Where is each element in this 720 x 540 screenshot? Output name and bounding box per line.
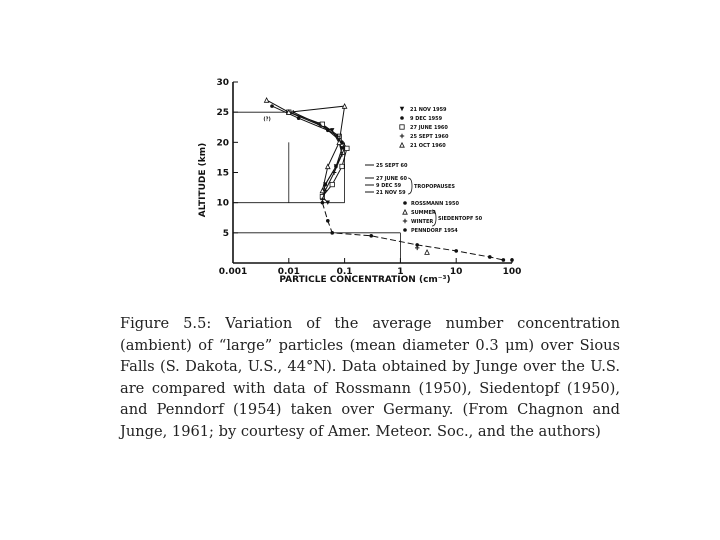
annotation-label: (?) — [263, 116, 271, 123]
legend-label: 9 DEC 59 — [376, 183, 402, 189]
series-line — [289, 112, 347, 196]
legend-label: 21 NOV 59 — [376, 190, 406, 196]
series — [291, 110, 344, 202]
legend-label: SUMMER — [411, 210, 436, 216]
y-tick-label: 25 — [216, 108, 229, 119]
legend-label: ROSSMANN 1950 — [411, 201, 459, 207]
data-point — [369, 234, 373, 238]
legend-label: 21 OCT 1960 — [410, 143, 446, 149]
data-point — [340, 164, 344, 168]
x-tick-label: 100 — [502, 267, 522, 277]
y-tick-label: 30 — [216, 78, 229, 88]
legend-label: 27 JUNE 60 — [376, 176, 407, 182]
legend-label: SIEDENTOPF 50 — [438, 216, 483, 222]
legend-label: WINTER — [411, 219, 434, 225]
legend — [365, 107, 483, 234]
legend-marker — [403, 219, 407, 223]
legend-marker — [400, 143, 404, 147]
series-line — [267, 100, 345, 191]
data-point — [425, 250, 429, 254]
series — [287, 110, 345, 205]
legend-marker — [400, 107, 404, 111]
legend-marker — [400, 116, 404, 120]
data-point — [345, 146, 349, 150]
data-point — [510, 258, 514, 262]
legend-marker — [400, 134, 404, 138]
legend-label: 25 SEPT 60 — [376, 163, 408, 169]
legend-label: 27 JUNE 1960 — [410, 125, 448, 131]
y-axis-label: ALTITUDE (km) — [198, 142, 208, 218]
data-point — [321, 201, 325, 205]
legend-bracket — [408, 178, 412, 194]
y-tick-label: 20 — [216, 138, 229, 149]
figure-caption: Figure 5.5: Variation of the average number concentration (ambient) of “large” particles (mean diameter 0.3 μm) over Sious Falls (S. Dakota, U.S., 44°N). Data obtained by Junge over the U.S. are compared with data of Rossmann (1950), Siedentopf (1950), and Penndorf (1954) taken over Germany. (From Chagnon and Junge, 1961; by courtesy of Amer. Meteor. Soc., and the authors) — [120, 315, 620, 440]
data-point — [326, 164, 330, 168]
data-point — [488, 255, 492, 259]
legend-label: 21 NOV 1959 — [410, 107, 447, 113]
data-point — [270, 104, 274, 108]
x-tick-label: 10 — [449, 267, 463, 277]
data-point — [326, 219, 330, 223]
legend-marker — [403, 228, 407, 232]
legend-marker — [400, 125, 404, 129]
x-tick-label: 1 — [397, 267, 404, 277]
legend-label: 9 DEC 1959 — [410, 116, 443, 122]
data-point — [332, 170, 336, 174]
data-point — [264, 98, 268, 102]
data-point — [454, 249, 458, 253]
data-point — [502, 258, 506, 262]
data-point — [342, 104, 346, 108]
y-tick-label: 15 — [216, 168, 229, 179]
legend-marker — [403, 201, 407, 205]
x-axis-label: PARTICLE CONCENTRATION (cm⁻³) — [279, 275, 451, 285]
x-tick-label: 0.01 — [277, 267, 300, 277]
series-line — [289, 112, 342, 203]
legend-label: PENNDORF 1954 — [411, 228, 458, 234]
y-tick-label: 5 — [222, 228, 229, 239]
legend-label: TROPOPAUSES — [414, 184, 456, 190]
legend-label: 25 SEPT 1960 — [410, 134, 449, 140]
data-point — [297, 116, 301, 120]
data-point — [330, 182, 334, 186]
x-tick-label: 0.001 — [218, 267, 248, 277]
data-point — [330, 231, 334, 235]
data-point — [415, 246, 419, 250]
x-tick-label: 0.1 — [336, 267, 353, 277]
legend-marker — [403, 210, 407, 214]
y-tick-label: 10 — [216, 198, 229, 209]
